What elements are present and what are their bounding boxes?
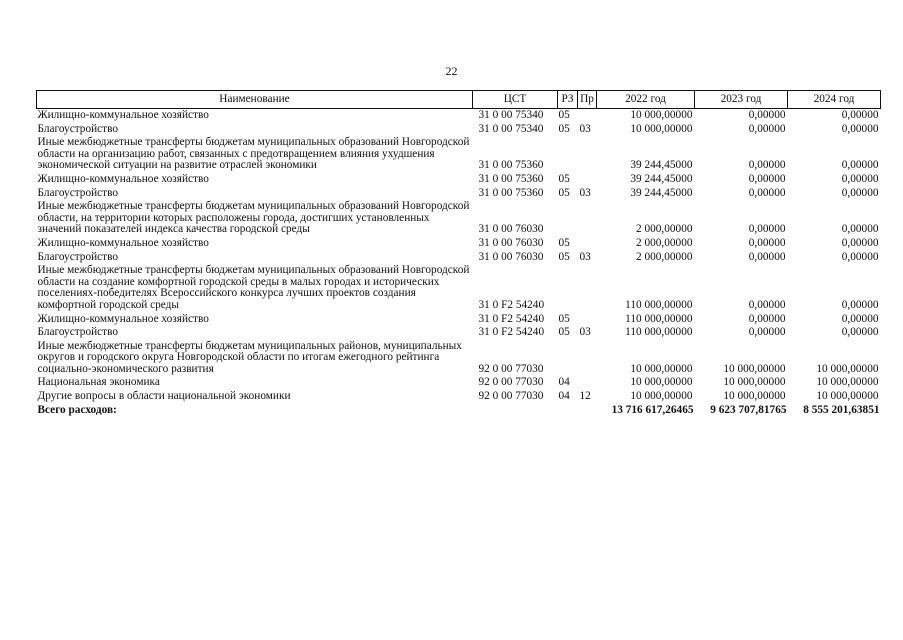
cell-2024: 0,00000 (841, 172, 879, 185)
cell-cst: 31 0 00 75340 (478, 109, 544, 121)
cell-2022: 10 000,00000 (630, 122, 693, 135)
cell-rz: 05 (558, 186, 570, 199)
cell-2023: 0,00000 (748, 236, 786, 249)
cell-pr (578, 313, 597, 327)
cell-pr (578, 340, 597, 377)
budget-table (36, 90, 881, 417)
table-row (37, 313, 881, 327)
table-row (37, 326, 881, 340)
cell-2022: 110 000,00000 (625, 312, 693, 325)
header-cst: ЦСТ (473, 91, 558, 109)
header-2024: 2024 год (788, 91, 881, 109)
cell-2023: 0,00000 (748, 159, 786, 172)
cell-pr (578, 237, 597, 251)
cell-cst: 92 0 00 77030 (478, 390, 544, 403)
cell-pr: 03 (579, 326, 591, 339)
cell-2024: 0,00000 (841, 250, 879, 263)
cell-cst: 31 0 F2 54240 (478, 326, 545, 339)
cell-2022: 10 000,00000 (630, 376, 693, 389)
cell-pr (578, 200, 597, 237)
total-row (37, 404, 881, 418)
header-2023: 2023 год (695, 91, 788, 109)
header-name: Наименование (37, 91, 473, 109)
cell-name: Иные межбюджетные трансферты бюджетам муниципальных образований Новгородской области на организацию работ, связанных с предотвращением влияния ухудшения экономической ситуации на развитие отраслей экономики (37, 136, 470, 172)
cell-2022: 110 000,00000 (625, 298, 693, 311)
cell-name: Жилищно-коммунальное хозяйство (37, 312, 209, 325)
cell-pr (578, 264, 597, 312)
header-rz: РЗ (558, 91, 578, 109)
cell-rz: 04 (558, 376, 570, 389)
total-cst (473, 404, 558, 418)
total-2022: 13 716 617,26465 (611, 403, 694, 416)
cell-pr (578, 109, 597, 123)
total-pr (578, 404, 597, 418)
cell-name: Благоустройство (37, 326, 118, 339)
cell-cst: 31 0 00 75360 (478, 172, 544, 185)
table-row (37, 251, 881, 265)
cell-2024: 10 000,00000 (816, 376, 879, 389)
cell-cst: 31 0 00 76030 (478, 250, 544, 263)
cell-name: Благоустройство (37, 186, 118, 199)
table-row (37, 136, 881, 173)
cell-2023: 0,00000 (748, 312, 786, 325)
table-row (37, 390, 881, 404)
cell-cst: 92 0 00 77030 (478, 376, 544, 389)
table-row (37, 173, 881, 187)
table-header (37, 91, 881, 109)
cell-rz: 04 (558, 390, 570, 403)
cell-2023: 0,00000 (748, 186, 786, 199)
table-body (37, 109, 881, 404)
cell-cst: 31 0 00 75360 (478, 186, 544, 199)
table-row (37, 237, 881, 251)
cell-rz: 05 (558, 109, 570, 121)
cell-rz (558, 136, 578, 173)
cell-2024: 0,00000 (841, 186, 879, 199)
table-row (37, 123, 881, 137)
cell-2022: 2 000,00000 (636, 250, 693, 263)
cell-rz: 05 (558, 172, 570, 185)
cell-cst: 31 0 F2 54240 (478, 298, 545, 311)
total-2024: 8 555 201,63851 (803, 403, 880, 416)
cell-cst: 31 0 00 76030 (478, 236, 544, 249)
cell-2022: 10 000,00000 (630, 109, 693, 121)
cell-2024: 0,00000 (841, 326, 879, 339)
cell-name: Национальная экономика (37, 376, 160, 389)
cell-name: Другие вопросы в области национальной экономики (37, 390, 291, 403)
table-row (37, 376, 881, 390)
table-row (37, 264, 881, 312)
cell-2024: 10 000,00000 (816, 362, 879, 375)
cell-2024: 10 000,00000 (816, 390, 879, 403)
cell-rz: 05 (558, 250, 570, 263)
cell-pr (578, 376, 597, 390)
cell-cst: 92 0 00 77030 (478, 362, 544, 375)
cell-pr (578, 173, 597, 187)
cell-2023: 10 000,00000 (723, 376, 786, 389)
cell-cst: 31 0 F2 54240 (478, 312, 545, 325)
cell-cst: 31 0 00 76030 (478, 223, 544, 236)
cell-rz: 05 (558, 312, 570, 325)
cell-2022: 110 000,00000 (625, 326, 693, 339)
cell-2023: 0,00000 (748, 250, 786, 263)
total-label: Всего расходов: (37, 403, 117, 416)
cell-2024: 0,00000 (841, 298, 879, 311)
cell-rz (558, 264, 578, 312)
cell-2022: 10 000,00000 (630, 362, 693, 375)
cell-2024: 0,00000 (841, 312, 879, 325)
cell-2023: 10 000,00000 (723, 362, 786, 375)
cell-2024: 0,00000 (841, 223, 879, 236)
cell-2023: 0,00000 (748, 298, 786, 311)
cell-name: Жилищно-коммунальное хозяйство (37, 109, 209, 121)
cell-pr (578, 136, 597, 173)
cell-2022: 39 244,45000 (630, 159, 693, 172)
table-row (37, 187, 881, 201)
cell-2023: 0,00000 (748, 109, 786, 121)
cell-rz: 05 (558, 236, 570, 249)
cell-cst: 31 0 00 75360 (478, 159, 544, 172)
table-row (37, 200, 881, 237)
header-2022: 2022 год (597, 91, 695, 109)
cell-2024: 0,00000 (841, 109, 879, 121)
total-rz (558, 404, 578, 418)
cell-pr: 12 (579, 390, 591, 403)
cell-2022: 10 000,00000 (630, 390, 693, 403)
cell-name: Иные межбюджетные трансферты бюджетам муниципальных образований Новгородской области на создание комфортной городской среды в малых городах и исторических поселениях-победителях Всероссийского конкурса лучших проектов создания комфортной городской среды (37, 264, 470, 311)
cell-2024: 0,00000 (841, 122, 879, 135)
cell-2022: 2 000,00000 (636, 236, 693, 249)
cell-rz (558, 200, 578, 237)
cell-pr: 03 (579, 186, 591, 199)
cell-name: Иные межбюджетные трансферты бюджетам муниципальных образований Новгородской области, на территории которых расположены города, достигших установленных значений показателей индекса качества городской среды (37, 200, 470, 236)
cell-name: Жилищно-коммунальное хозяйство (37, 236, 209, 249)
table-row (37, 109, 881, 123)
cell-2022: 2 000,00000 (636, 223, 693, 236)
header-pr: Пр (578, 91, 597, 109)
cell-2023: 0,00000 (748, 326, 786, 339)
cell-pr: 03 (579, 250, 591, 263)
cell-2024: 0,00000 (841, 236, 879, 249)
cell-2022: 39 244,45000 (630, 172, 693, 185)
cell-2023: 0,00000 (748, 172, 786, 185)
cell-name: Благоустройство (37, 122, 118, 135)
cell-2023: 0,00000 (748, 223, 786, 236)
cell-cst: 31 0 00 75340 (478, 122, 544, 135)
cell-name: Иные межбюджетные трансферты бюджетам муниципальных районов, муниципальных округов и городского округа Новгородской области по итогам ежегодного рейтинга социально-экономического развития (37, 339, 462, 375)
cell-2024: 0,00000 (841, 159, 879, 172)
cell-name: Благоустройство (37, 250, 118, 263)
cell-name: Жилищно-коммунальное хозяйство (37, 172, 209, 185)
cell-pr: 03 (579, 122, 591, 135)
cell-2023: 10 000,00000 (723, 390, 786, 403)
page-number: 22 (445, 64, 458, 78)
cell-rz: 05 (558, 326, 570, 339)
cell-2022: 39 244,45000 (630, 186, 693, 199)
cell-rz: 05 (558, 122, 570, 135)
table-row (37, 340, 881, 377)
total-2023: 9 623 707,81765 (710, 403, 787, 416)
cell-rz (558, 340, 578, 377)
cell-2023: 0,00000 (748, 122, 786, 135)
